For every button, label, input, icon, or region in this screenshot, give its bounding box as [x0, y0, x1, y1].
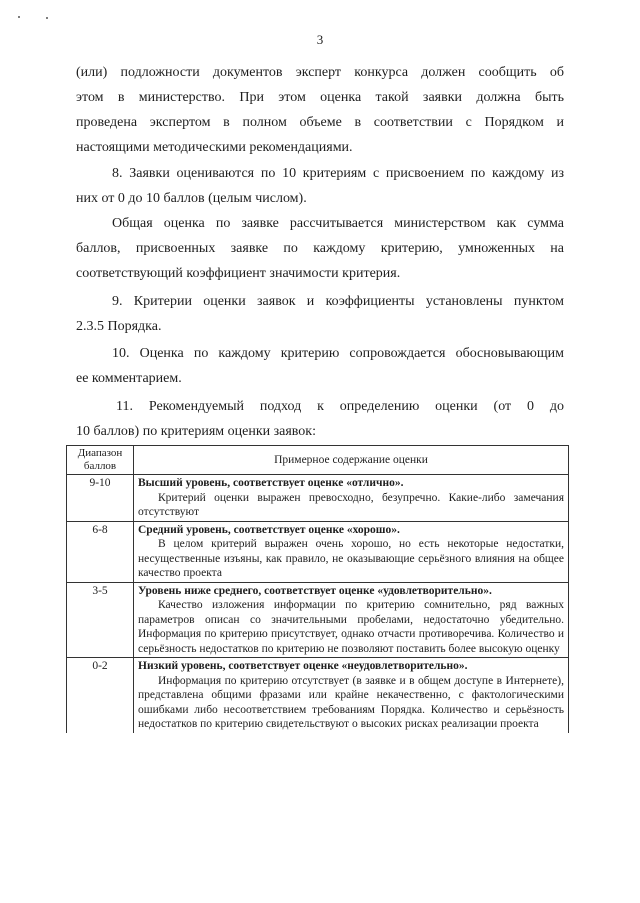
score-content [134, 582, 569, 658]
paragraph-item-8 [76, 161, 564, 211]
level-title: Высший уровень, соответствует оценке «отлично». [138, 477, 404, 489]
score-content [134, 658, 569, 733]
table-row [67, 475, 569, 522]
score-range: 9-10 [67, 475, 134, 522]
table-row [67, 658, 569, 733]
level-title: Уровень ниже среднего, соответствует оценке «удовлетворительно». [138, 584, 492, 597]
score-content [134, 521, 569, 582]
text-line: соответствующий коэффициент значимости критерия. [76, 266, 401, 281]
text-line: 10 баллов) по критериям оценки заявок: [76, 424, 316, 439]
text-line: (или) подложности документов эксперт конкурса должен сообщить об [76, 65, 564, 80]
score-range: 0-2 [67, 658, 134, 733]
text-line: ее комментарием. [76, 371, 182, 386]
text-line: 9. Критерии оценки заявок и коэффициенты установлены пунктом [112, 294, 564, 309]
level-description: Качество изложения информации по критерию сомнительно, ряд важных параметров описан со значительными пробелами, недостаточно убедительно. Информация по критерию присутствует, однако отчасти противоречива. Количество и серьёзность недостатков по критерию не позволяют поставить более высокую оценку [138, 599, 564, 655]
paragraph-total-score [76, 211, 564, 286]
score-range: 3-5 [67, 582, 134, 658]
text-line: этом в министерство. При этом оценка такой заявки должна быть [76, 90, 564, 105]
text-line: 11. Рекомендуемый подход к определению оценки (от 0 до [116, 399, 564, 414]
paragraph-item-11 [76, 394, 564, 444]
header-content: Примерное содержание оценки [134, 446, 569, 475]
level-title: Средний уровень, соответствует оценке «хорошо». [138, 523, 400, 536]
paragraph-item-9 [76, 289, 564, 339]
text-line: Общая оценка по заявке рассчитывается министерством как сумма [112, 216, 564, 231]
text-line: 10. Оценка по каждому критерию сопровождается обосновывающим [112, 346, 564, 361]
level-description: Информация по критерию отсутствует (в заявке и в общем доступе в Интернете), представлена общими фразами или крайне некачественно, с фактологическими ошибками либо несоответствием требованиям Порядка. Количество и серьёзность недостатков по критерию свидетельствуют о высоких рисках реализации проекта [138, 674, 564, 730]
level-title: Низкий уровень, соответствует оценке «неудовлетворительно». [138, 660, 468, 672]
scan-speck [18, 16, 20, 18]
scan-speck [46, 17, 48, 19]
text-line: них от 0 до 10 баллов (целым числом). [76, 191, 307, 206]
text-line: баллов, присвоенных заявке по каждому критерию, умноженных на [76, 241, 564, 256]
score-range: 6-8 [67, 521, 134, 582]
text-line: 8. Заявки оцениваются по 10 критериям с присвоением по каждому из [112, 166, 564, 181]
paragraph-item-10 [76, 341, 564, 391]
table-header-row [67, 446, 569, 475]
level-description: Критерий оценки выражен превосходно, безупречно. Какие-либо замечания отсутствуют [138, 491, 564, 518]
criteria-table [66, 445, 569, 733]
table-row [67, 521, 569, 582]
text-line: 2.3.5 Порядка. [76, 319, 162, 334]
score-content [134, 475, 569, 522]
level-description: В целом критерий выражен очень хорошо, но есть некоторые недостатки, несущественные изъяны, как правило, не оказывающие серьёзного влияния на общее качество проекта [138, 538, 564, 579]
table-row [67, 582, 569, 658]
header-range: Диапазон баллов [67, 446, 134, 475]
text-line: настоящими методическими рекомендациями. [76, 140, 353, 155]
page-number: 3 [316, 32, 324, 47]
paragraph-continuation [76, 60, 564, 160]
text-line: проведена экспертом в полном объеме в соответствии с Порядком и [76, 115, 564, 130]
